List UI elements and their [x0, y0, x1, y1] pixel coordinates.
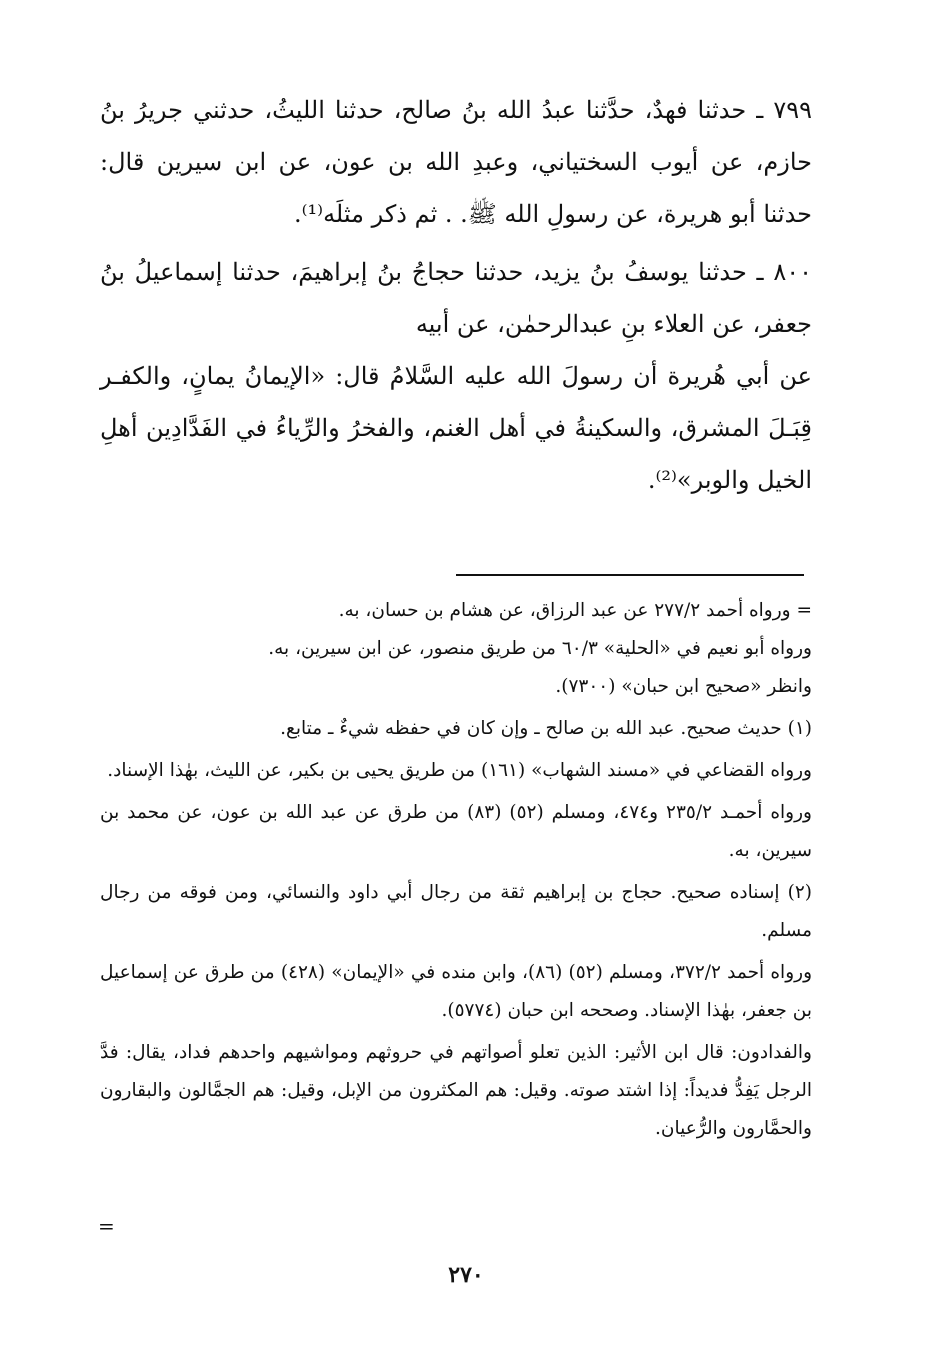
- footnote-2: (٢) إسناده صحيح. حجاج بن إبراهيم ثقة من رجال أبي داود والنسائي، ومن فوقه من رجال مسلم.: [100, 882, 813, 941]
- hadith-799: ٧٩٩ ـ حدثنا فهدٌ، حدَّثنا عبدُ الله بنُ صالح، حدثنا الليثُ، حدثني جريرُ بنُ حازم، عن أيوب السختياني، وعبدِ الله بن عون، عن ابن سيرين قال: حدثنا أبو هريرة، عن رسولِ الله ﷺ. . ثم ذكر مثلَه⁽¹⁾.: [100, 96, 812, 228]
- footnote-1: (١) حديث صحيح. عبد الله بن صالح ـ وإن كان في حفظه شيءٌ ـ متابع.: [280, 718, 812, 739]
- hadith-800-matn: عن أبي هُريرة أن رسولَ الله عليه السَّلامُ قال: «الإيمانُ يمانٍ، والكفـر قِبَـلَ المشرق، والسكينةُ في أهل الغنم، والفخرُ والرِّياءُ في الفَدَّادِين أهلِ الخيل والوبر»⁽²⁾.: [100, 362, 812, 494]
- footnotes: [100, 592, 812, 1152]
- footnote-line: ورواه القضاعي في «مسند الشهاب» (١٦١) من طريق يحيى بن بكير، عن الليث، بهٰذا الإسناد.: [107, 760, 812, 781]
- footnote-line: ورواه أحمـد ٢٣٥/٢ و٤٧٤، ومسلم (٥٢) (٨٣) من طرق عن عبد الله بن عون، عن محمد بن سيرين، به.: [100, 802, 812, 861]
- hadith-800-isnad: ٨٠٠ ـ حدثنا يوسفُ بنُ يزيد، حدثنا حجاجُ بنُ إبراهيمَ، حدثنا إسماعيلُ بنُ جعفر، عن العلاء بنِ عبدالرحمٰن، عن أبيه: [100, 258, 812, 338]
- footnote-line: = ورواه أحمد ٢٧٧/٢ عن عبد الرزاق، عن هشام بن حسان، به.: [338, 600, 812, 621]
- footnote-line: ورواه أحمد ٣٧٢/٢، ومسلم (٥٢) (٨٦)، وابن منده في «الإيمان» (٤٢٨) من طرق عن إسماعيل بن جعفر، بهٰذا الإسناد. وصححه ابن حبان (٥٧٧٤).: [100, 962, 812, 1021]
- main-text: [100, 84, 812, 512]
- page-number: ٢٧٠: [448, 1262, 484, 1288]
- footnote-line: ورواه أبو نعيم في «الحلية» ٦٠/٣ من طريق منصور، عن ابن سيرين، به.: [268, 638, 812, 659]
- footnote-separator: [456, 574, 804, 576]
- footnote-line: وانظر «صحيح ابن حبان» (٧٣٠٠).: [555, 676, 812, 697]
- continuation-mark: =: [98, 1214, 115, 1238]
- footnote-line: والفدادون: قال ابن الأثير: الذين تعلو أصواتهم في حروثهم ومواشيهم واحدهم فداد، يقال: فدَّ الرجل يَفِدُّ فديداً: إذا اشتد صوته. وقيل: هم المكثرون من الإبل، وقيل: هم الجمَّالون والبقارون والحمَّارون والرُّعيان.: [100, 1042, 812, 1139]
